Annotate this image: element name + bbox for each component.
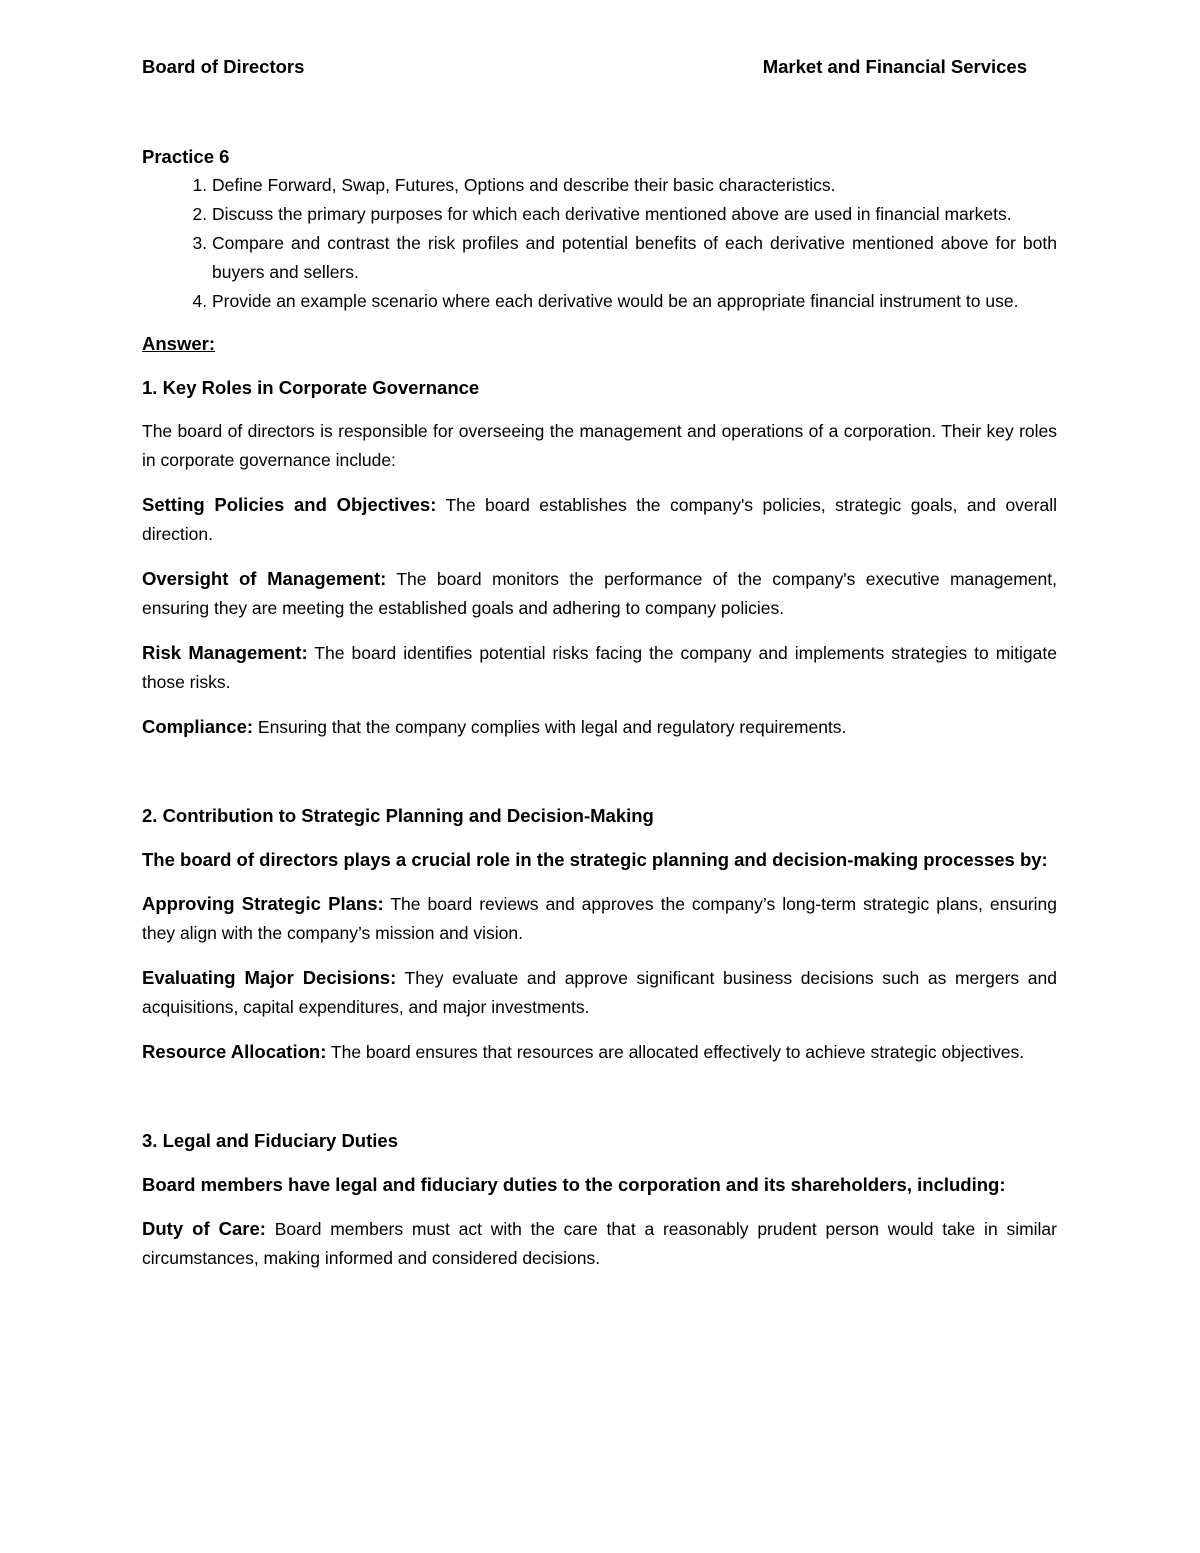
item-text: The board reviews and approves the company’s long-term strategic plans, ensuring they align with the company’s mission and vision. [142,894,1058,943]
item-text: The board identifies potential risks facing the company and implements strategies to mitigate those risks. [142,643,1057,692]
item-term: Duty of Care: [142,1218,266,1239]
header-right: Market and Financial Services [762,56,1027,77]
section-2-intro: The board of directors plays a crucial role in the strategic planning and decision-making processes by: [142,849,1048,870]
item-term: Approving Strategic Plans: [142,893,384,914]
item-term: Evaluating Major Decisions: [142,967,397,988]
question-item: 2. Discuss the primary purposes for which each derivative mentioned above are used in financial markets. [212,200,1057,229]
section-2-item [142,889,1057,948]
section-3-item [142,1214,1057,1273]
section-1-title: 1. Key Roles in Corporate Governance [142,377,480,398]
item-term: Resource Allocation: [142,1041,327,1062]
section-1-item [142,712,1057,742]
section-gap [142,1082,1057,1126]
section-1-item [142,638,1057,697]
section-2-item [142,963,1057,1022]
page-header [142,56,1027,78]
header-left: Board of Directors [142,56,305,77]
item-text: The board monitors the performance of the company's executive management, ensuring they are meeting the established goals and adhering to company policies. [142,569,1057,618]
item-term: Setting Policies and Objectives: [142,494,437,515]
item-text: Board members must act with the care that a reasonably prudent person would take in similar circumstances, making informed and considered decisions. [142,1219,1057,1268]
section-1-item [142,490,1057,549]
section-1-intro: The board of directors is responsible for overseeing the management and operations of a corporation. Their key roles in corporate governance include: [142,421,1057,470]
section-3-title: 3. Legal and Fiduciary Duties [142,1130,398,1151]
item-text: The board establishes the company's policies, strategic goals, and overall direction. [142,495,1057,544]
section-gap [142,757,1057,801]
section-1-item [142,564,1057,623]
item-text: They evaluate and approve significant business decisions such as mergers and acquisitions, capital expenditures, and major investments. [142,968,1057,1017]
section-2-title: 2. Contribution to Strategic Planning and Decision-Making [142,805,654,826]
item-term: Risk Management: [142,642,308,663]
item-text: Ensuring that the company complies with legal and regulatory requirements. [253,717,847,737]
item-term: Compliance: [142,716,254,737]
item-term: Oversight of Management: [142,568,387,589]
question-list [142,171,1057,316]
section-2-item [142,1037,1057,1067]
item-text: The board ensures that resources are allocated effectively to achieve strategic objectives. [326,1042,1025,1062]
question-item: 4. Provide an example scenario where each derivative would be an appropriate financial instrument to use. [212,287,1057,316]
section-3-intro: Board members have legal and fiduciary duties to the corporation and its shareholders, including: [142,1174,1006,1195]
practice-title: Practice 6 [142,146,230,167]
document-body [142,142,1057,1288]
answer-label: Answer: [142,333,215,354]
question-item: 1. Define Forward, Swap, Futures, Options and describe their basic characteristics. [212,171,1057,200]
question-item: 3. Compare and contrast the risk profiles and potential benefits of each derivative mentioned above for both buyers and sellers. [212,229,1057,287]
